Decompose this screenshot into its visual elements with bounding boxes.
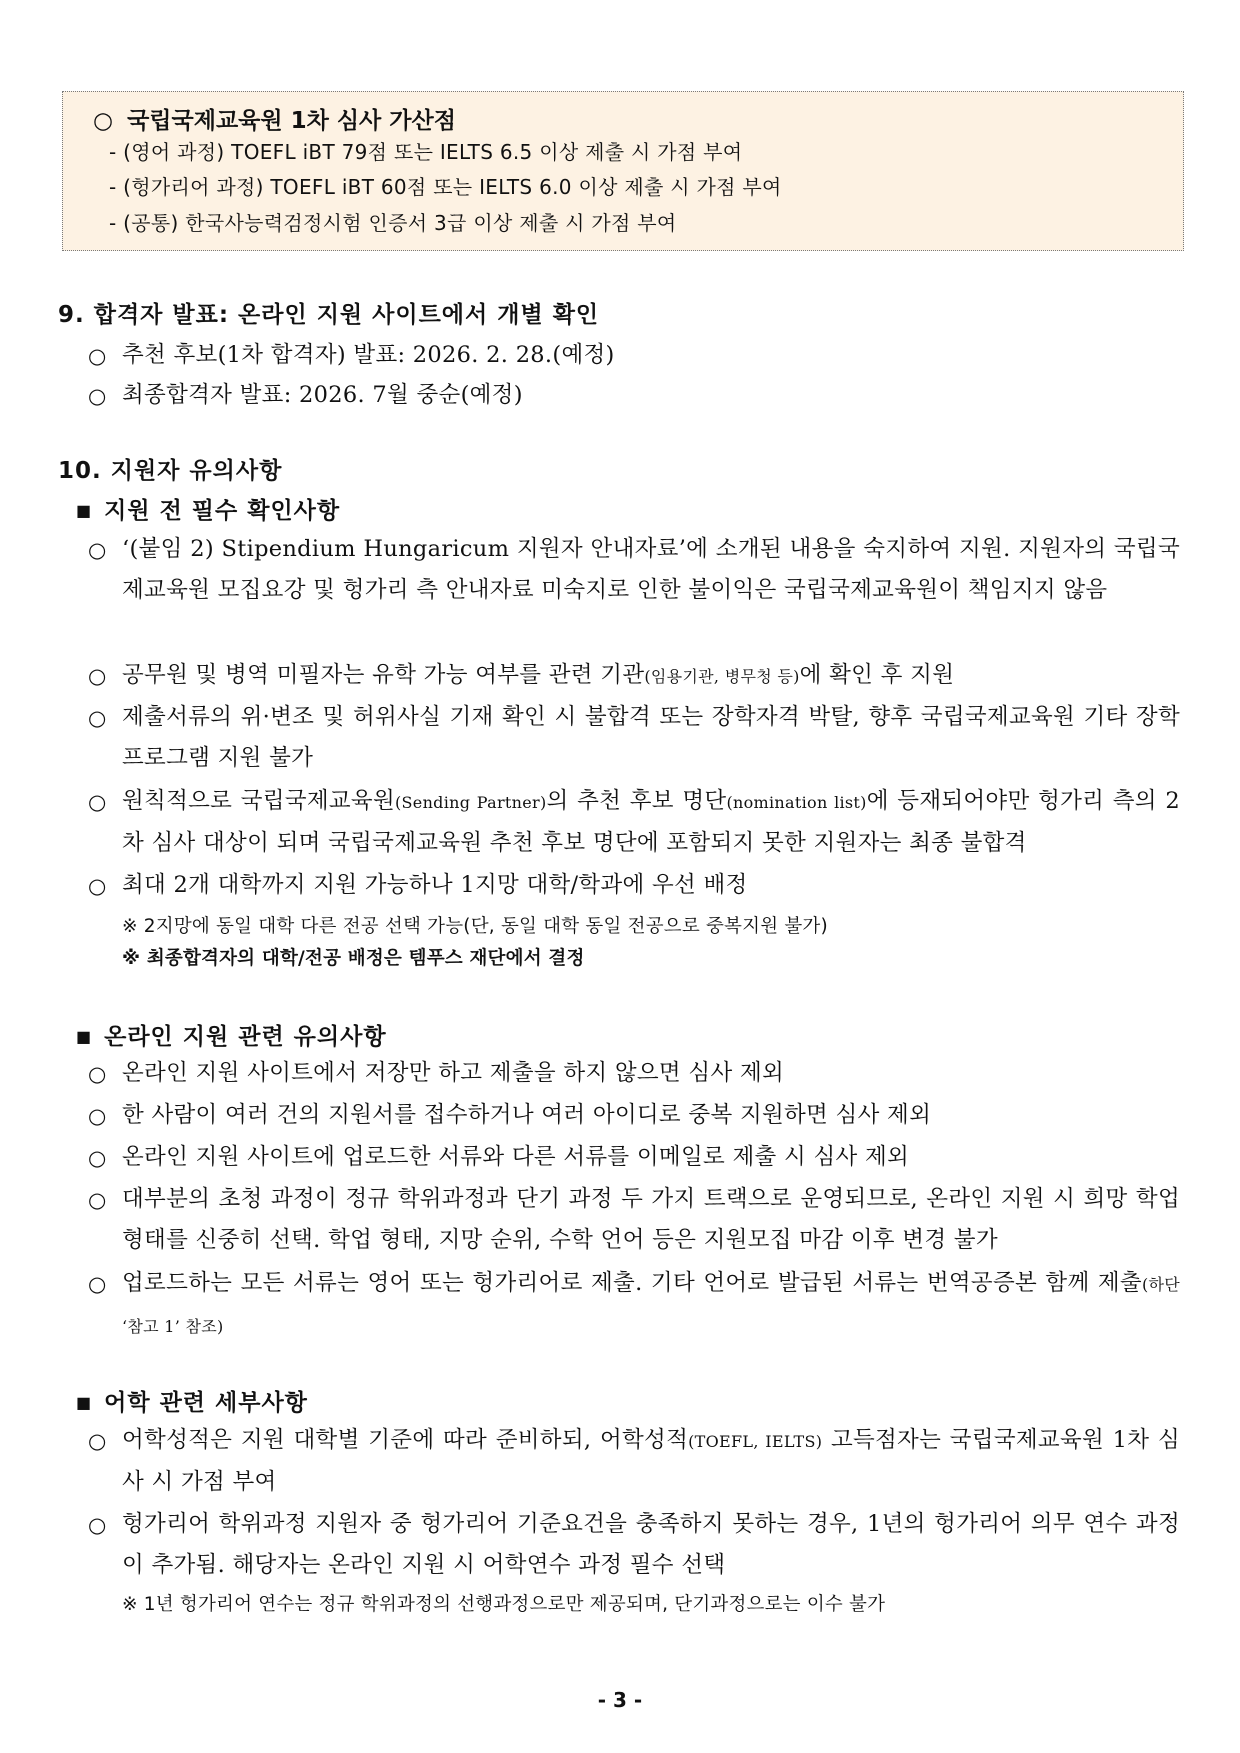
circle-bullet-icon: ○ — [88, 1188, 107, 1212]
sub3-item-hungarian-prep: 헝가리어 학위과정 지원자 중 헝가리어 기준요건을 충족하지 못하는 경우, 1년의 헝가리어 의무 연수 과정이 추가됨. 해당자는 온라인 지원 시 어학연수 과정 필수 선택 — [122, 1511, 1180, 1578]
circle-bullet-icon: ○ — [88, 384, 107, 408]
sub1-item-document-forgery: 제출서류의 위·변조 및 허위사실 기재 확인 시 불합격 또는 장학자격 박탈, 향후 국립국제교육원 기타 장학 프로그램 지원 불가 — [122, 704, 1180, 771]
circle-bullet-icon: ○ — [88, 664, 107, 688]
circle-bullet-icon: ○ — [93, 108, 114, 134]
circle-bullet-icon: ○ — [88, 1272, 107, 1296]
square-bullet-icon: ■ — [76, 1393, 93, 1412]
sub1-note-second-choice: ※ 2지망에 동일 대학 다른 전공 선택 가능(단, 동일 대학 동일 전공으로 중복지원 불가) — [122, 916, 828, 937]
square-bullet-icon: ■ — [76, 1027, 93, 1046]
circle-bullet-icon: ○ — [88, 790, 107, 814]
subsection-pre-application-heading: ■ 지원 전 필수 확인사항 — [76, 498, 341, 524]
notice-line-hungarian: - (헝가리어 과정) TOEFL iBT 60점 또는 IELTS 6.0 이상 제출 시 가점 부여 — [109, 175, 782, 199]
circle-bullet-icon: ○ — [88, 538, 107, 562]
subsection-online-application-heading: ■ 온라인 지원 관련 유의사항 — [76, 1024, 387, 1050]
circle-bullet-icon: ○ — [88, 874, 107, 898]
circle-bullet-icon: ○ — [88, 1513, 107, 1537]
sub2-item-document-language: 업로드하는 모든 서류는 영어 또는 헝가리어로 제출. 기타 언어로 발급된 서류는 번역공증본 함께 제출(하단 ‘참고 1’ 참조) — [122, 1270, 1180, 1336]
sub1-note-final-assignment: ※ 최종합격자의 대학/전공 배정은 템푸스 재단에서 결정 — [122, 948, 585, 969]
sub1-item-max-two-universities: 최대 2개 대학까지 지원 가능하나 1지망 대학/학과에 우선 배정 — [122, 872, 748, 898]
notice-line-common: - (공통) 한국사능력검정시험 인증서 3급 이상 제출 시 가점 부여 — [109, 211, 677, 235]
sub1-item-nomination-list: 원칙적으로 국립국제교육원(Sending Partner)의 추천 후보 명단(nomination list)에 등재되어야만 헝가리 측의 2차 심사 대상이 되며 국립국제교육원 추천 후보 명단에 포함되지 못한 지원자는 최종 불합격 — [122, 788, 1180, 856]
circle-bullet-icon: ○ — [88, 1104, 107, 1128]
page-number: - 3 - — [597, 1688, 643, 1712]
sub3-item-language-scores: 어학성적은 지원 대학별 기준에 따라 준비하되, 어학성적(TOEFL, IELTS) 고득점자는 국립국제교육원 1차 심사 시 가점 부여 — [122, 1427, 1180, 1495]
circle-bullet-icon: ○ — [88, 1146, 107, 1170]
circle-bullet-icon: ○ — [88, 1429, 107, 1453]
s9-item-nominee-announcement: 추천 후보(1차 합격자) 발표: 2026. 2. 28.(예정) — [122, 342, 615, 368]
sub1-item-civil-servant-military: 공무원 및 병역 미필자는 유학 가능 여부를 관련 기관(임용기관, 병무청 등)에 확인 후 지원 — [122, 662, 955, 688]
sub1-item-guide-familiarization: ‘(붙임 2) Stipendium Hungaricum 지원자 안내자료’에 소개된 내용을 숙지하여 지원. 지원자의 국립국제교육원 모집요강 및 헝가리 측 안내자료 미숙지로 인한 불이익은 국립국제교육원이 책임지지 않음 — [122, 536, 1180, 603]
circle-bullet-icon: ○ — [88, 1062, 107, 1086]
notice-line-english: - (영어 과정) TOEFL iBT 79점 또는 IELTS 6.5 이상 제출 시 가점 부여 — [109, 140, 743, 164]
s9-item-final-announcement: 최종합격자 발표: 2026. 7월 중순(예정) — [122, 382, 523, 408]
sub2-item-different-documents: 온라인 지원 사이트에 업로드한 서류와 다른 서류를 이메일로 제출 시 심사 제외 — [122, 1144, 910, 1170]
sub2-item-study-track: 대부분의 초청 과정이 정규 학위과정과 단기 과정 두 가지 트랙으로 운영되므로, 온라인 지원 시 희망 학업 형태를 신중히 선택. 학업 형태, 지망 순위, 수학 언어 등은 지원모집 마감 이후 변경 불가 — [122, 1186, 1180, 1253]
bonus-points-notice-box — [62, 91, 1184, 251]
notice-title: ○ 국립국제교육원 1차 심사 가산점 — [93, 108, 456, 134]
sub2-item-save-without-submit: 온라인 지원 사이트에서 저장만 하고 제출을 하지 않으면 심사 제외 — [122, 1060, 785, 1086]
subsection-language-heading: ■ 어학 관련 세부사항 — [76, 1390, 308, 1416]
circle-bullet-icon: ○ — [88, 344, 107, 368]
sub3-note-prep-year: ※ 1년 헝가리어 연수는 정규 학위과정의 선행과정으로만 제공되며, 단기과정으로는 이수 불가 — [122, 1594, 886, 1615]
sub2-item-duplicate-application: 한 사람이 여러 건의 지원서를 접수하거나 여러 아이디로 중복 지원하면 심사 제외 — [122, 1102, 932, 1128]
section-10-heading: 10. 지원자 유의사항 — [58, 458, 283, 484]
square-bullet-icon: ■ — [76, 501, 93, 520]
section-9-heading: 9. 합격자 발표: 온라인 지원 사이트에서 개별 확인 — [58, 302, 600, 328]
circle-bullet-icon: ○ — [88, 706, 107, 730]
